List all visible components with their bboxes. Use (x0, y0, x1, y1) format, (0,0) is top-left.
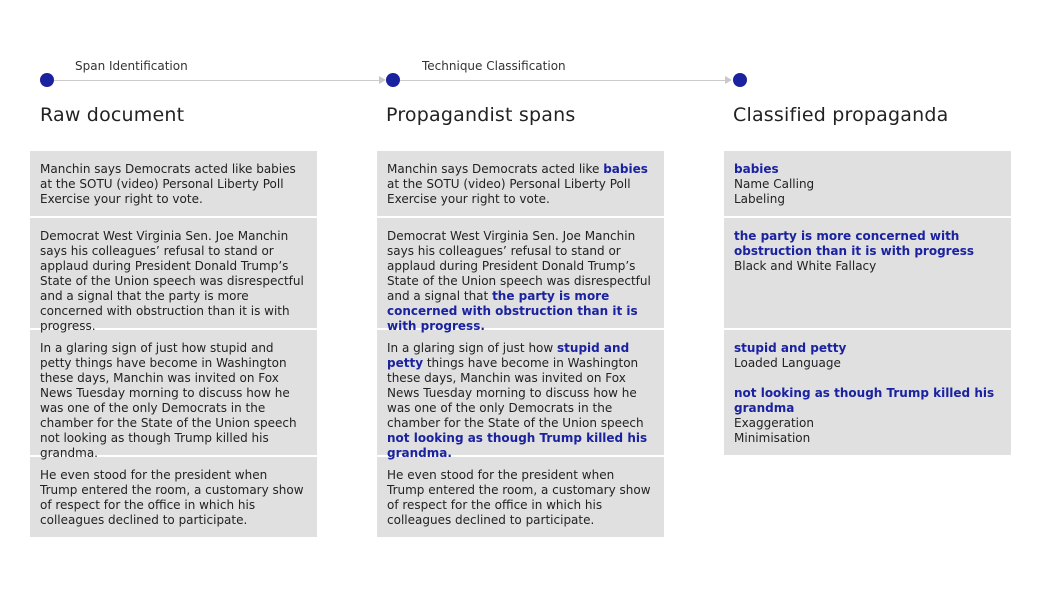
spans-paragraph-card (377, 330, 664, 460)
classified-card (724, 218, 1011, 328)
raw-paragraph-card (30, 151, 317, 216)
classified-propaganda-column (724, 151, 1011, 457)
technique-label: Loaded Language (734, 356, 841, 370)
raw-paragraph-card (30, 218, 317, 333)
highlighted-span: stupid and petty (387, 341, 630, 370)
arrow-head-icon (379, 76, 386, 84)
plain-text: things have become in Washington these days, Manchin was invited on Fox News Tuesday morning to discuss how he was one of the only Democrats in the chamber for the State of the Union speech (387, 356, 644, 430)
raw-paragraph-text: Democrat West Virginia Sen. Joe Manchin says his colleagues’ refusal to stand or applaud during President Donald Trump’s State of the Union speech was disrespectful and a signal that the party is more concerned with obstruction than it is with progress. (40, 229, 304, 333)
column-title-propagandist-spans: Propagandist spans (386, 104, 576, 126)
highlighted-span: babies (603, 162, 648, 176)
spans-paragraph-card (377, 218, 664, 333)
step-node-classified (733, 73, 747, 87)
step-node-spans (386, 73, 400, 87)
raw-document-column (30, 151, 317, 539)
plain-text: Democrat West Virginia Sen. Joe Manchin says his colleagues’ refusal to stand or applaud during President Donald Trump’s State of the Union speech was disrespectful and a signal that (387, 229, 651, 303)
column-title-classified-propaganda: Classified propaganda (733, 104, 949, 126)
arrow-head-icon (725, 76, 732, 84)
technique-label: Exaggeration (734, 416, 814, 430)
raw-paragraph-card (30, 330, 317, 460)
step-label-span-identification: Span Identification (75, 59, 188, 73)
technique-label: Name Calling (734, 177, 815, 191)
classified-card (724, 330, 1011, 455)
classification-group (734, 386, 1001, 446)
technique-label: Labeling (734, 192, 785, 206)
plain-text: He even stood for the president when Trump entered the room, a customary show of respect for the office in which his colleagues declined to participate. (387, 468, 651, 527)
classification-group (734, 162, 1001, 207)
classification-group (734, 229, 1001, 274)
classified-span: the party is more concerned with obstruction than it is with progress (734, 229, 974, 258)
highlighted-span: not looking as though Trump killed his grandma. (387, 431, 648, 460)
spans-paragraph-card (377, 457, 664, 537)
propagandist-spans-column (377, 151, 664, 539)
classified-span: not looking as though Trump killed his grandma (734, 386, 995, 415)
step-node-raw (40, 73, 54, 87)
classified-span: stupid and petty (734, 341, 847, 355)
step-label-technique-classification: Technique Classification (422, 59, 566, 73)
raw-paragraph-text: He even stood for the president when Trump entered the room, a customary show of respect for the office in which his colleagues declined to participate. (40, 468, 304, 527)
raw-paragraph-text: In a glaring sign of just how stupid and petty things have become in Washington these days, Manchin was invited on Fox News Tuesday morning to discuss how he was one of the only Democrats in the chamber for the State of the Union speech not looking as though Trump killed his grandma. (40, 341, 297, 460)
plain-text: Manchin says Democrats acted like (387, 162, 604, 176)
technique-label: Minimisation (734, 431, 811, 445)
classified-span: babies (734, 162, 779, 176)
arrow-technique-classification (400, 80, 726, 81)
arrow-span-identification (54, 80, 380, 81)
classification-group (734, 341, 1001, 371)
classified-card (724, 151, 1011, 216)
plain-text: In a glaring sign of just how (387, 341, 558, 355)
technique-label: Black and White Fallacy (734, 259, 877, 273)
spans-paragraph-card (377, 151, 664, 216)
column-title-raw-document: Raw document (40, 104, 185, 126)
highlighted-span: the party is more concerned with obstruction than it is with progress. (387, 289, 638, 333)
plain-text: at the SOTU (video) Personal Liberty Poll Exercise your right to vote. (387, 177, 631, 206)
raw-paragraph-text: Manchin says Democrats acted like babies at the SOTU (video) Personal Liberty Poll Exercise your right to vote. (40, 162, 296, 206)
raw-paragraph-card (30, 457, 317, 537)
